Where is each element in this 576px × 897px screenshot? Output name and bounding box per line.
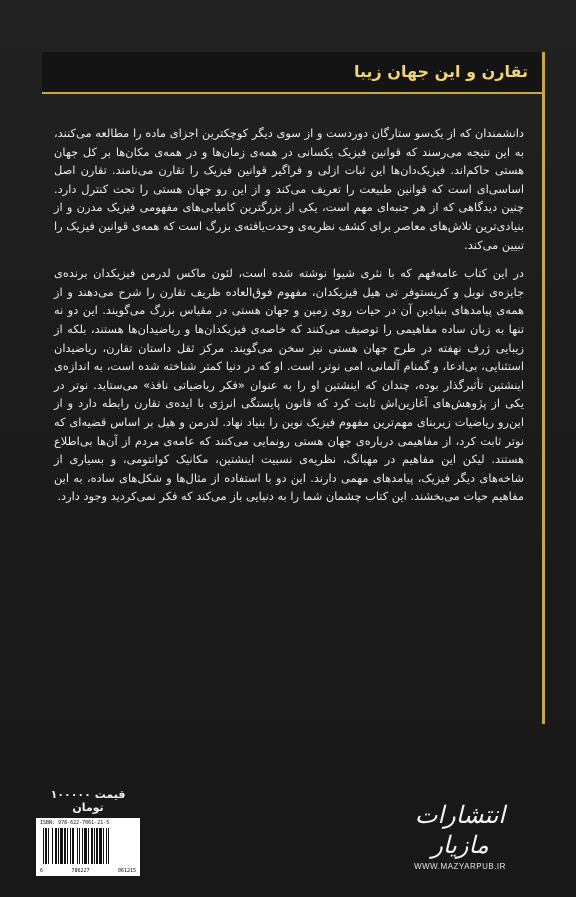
barcode-bar xyxy=(60,828,63,864)
barcode-bar xyxy=(43,828,44,864)
barcode-bar xyxy=(84,828,87,864)
book-title: تقارن و این جهان زیبا xyxy=(353,62,528,81)
barcode-bar xyxy=(77,828,78,864)
barcode-bar xyxy=(52,828,53,864)
barcode-bar xyxy=(45,828,47,864)
price-barcode-block xyxy=(36,788,140,876)
price-label: قیمت ۱۰۰۰۰۰ تومان xyxy=(50,788,126,814)
barcode-bar xyxy=(82,828,83,864)
barcode-bar xyxy=(48,828,49,864)
publisher-logo: انتشارات مازیار xyxy=(414,801,506,859)
barcode-icon xyxy=(42,828,134,864)
barcode-bar xyxy=(55,828,57,864)
barcode-bar xyxy=(108,828,109,864)
barcode-bar xyxy=(106,828,107,864)
barcode-bar xyxy=(67,828,68,864)
barcode-bar xyxy=(91,828,93,864)
blurb-paragraph-1: دانشمندان که از یک‌سو ستارگان دوردست و از سوی دیگر کوچکترین اجزای ماده را مطالعه می‌کنند، به این نتیجه می‌رسند که قوانین فیزیک یکسانی در همه‌ی زمان‌ها و در همه‌ی مکان‌ها بر کل جهان هستی حاکم‌اند. فیزیک‌دان‌ها این ثبات ازلی و فراگیر قوانین فیزیک را تقارن می‌نامند. تقارن اصل اساسی‌ای است که قوانین طبیعت را تعریف می‌کند و از این رو جهان هستی را تحت کنترل دارد. چنین دیدگاهی که از هر جنبه‌ای مهم است، یکی از بزرگترین کامیابی‌های مفهومی فیزیک مدرن و از بنیادی‌ترین تلاش‌های معاصر برای کشف نظریه‌ی وحدت‌یافته‌ی بزرگ است که همه‌ی قوانین فیزیک را تبیین می‌کند. xyxy=(53,126,524,252)
publisher-block xyxy=(390,800,530,871)
barcode-bar xyxy=(64,828,66,864)
barcode-bar xyxy=(72,828,74,864)
barcode-bar xyxy=(99,828,102,864)
isbn-number: ISBN: 978-622-7061-21-5 xyxy=(40,820,110,826)
barcode-bar xyxy=(96,828,98,864)
barcode-bar xyxy=(94,828,95,864)
publisher-url: WWW.MAZYARPUB.IR xyxy=(414,862,506,871)
barcode-digit-right: 061215 xyxy=(117,868,136,874)
barcode-digits xyxy=(40,868,136,874)
barcode-bar xyxy=(88,828,89,864)
barcode-bar xyxy=(58,828,59,864)
barcode xyxy=(36,818,140,876)
barcode-digit-prefix: 6 xyxy=(40,868,44,874)
barcode-bar xyxy=(70,828,71,864)
barcode-bar xyxy=(79,828,80,864)
blurb-text xyxy=(54,124,524,506)
blurb-paragraph-2: در این کتاب عامه‌فهم که با نثری شیوا نوشته شده است، لئون ماکس لدرمن فیزیکدان برنده‌ی جایزه‌ی نوبل و کریستوفر تی هیل فیزیکدان، مفهوم فوق‌العاده ظریف تقارن را شرح می‌دهند و از همه‌ی پیامدهای بنیادین آن در حیات روی زمین و جهان هستی در مقیاس بزرگ می‌گویند. این دو نه تنها به زبان ساده مفاهیمی را توصیف می‌کنند که خاصه‌ی فیزیکدان‌ها و ریاضیدان‌ها هستند، بلکه از زیبایی ژرف نهفته در طرح جهان هستی نیز سخن می‌گویند. مرکز ثقل داستان تقارن، ریاضیدان استثنایی، بی‌ادعا، و گمنام آلمانی، امی نوتر، است. او که در دنیا کمتر شناخته شده است، به اندازه‌ی اینشتین تأثیرگذار بوده، چندان که اینشتین او را به عنوان «فکر ریاضیاتی نافذ» می‌ستاید. نوتر در یکی از پژوهش‌های آغازین‌اش ثابت کرد که قانون پایستگی انرژی با ایده‌ی تقارن رابطه دارد و از این‌رو ریاضیات زیربنای مهم‌ترین مفهوم فیزیک نوین را بنیاد نهاد. لدرمن و هیل بر اساس قضیه‌ای که نوتر ثابت کرد، از مفاهیمی درباره‌ی جهان هستی رونمایی می‌کنند که عامه‌ی مردم از آن‌ها بی‌اطلاع هستند. لیکن این مفاهیم در مهبانگ، نظریه‌ی نسبیت اینشتین، مکانیک کوانتومی، و بسیاری از شاخه‌های دیگر فیزیک، پیامدهای مهمی دارند. این دو با استفاده از مثال‌ها و شکل‌های ساده، به این مفاهیم حیات می‌بخشند. این کتاب چشمان شما را به دنیایی باز می‌کند که فکر نمی‌کردید وجود دارد. xyxy=(54,266,524,504)
barcode-digit-left: 786227 xyxy=(71,868,90,874)
barcode-bar xyxy=(103,828,104,864)
